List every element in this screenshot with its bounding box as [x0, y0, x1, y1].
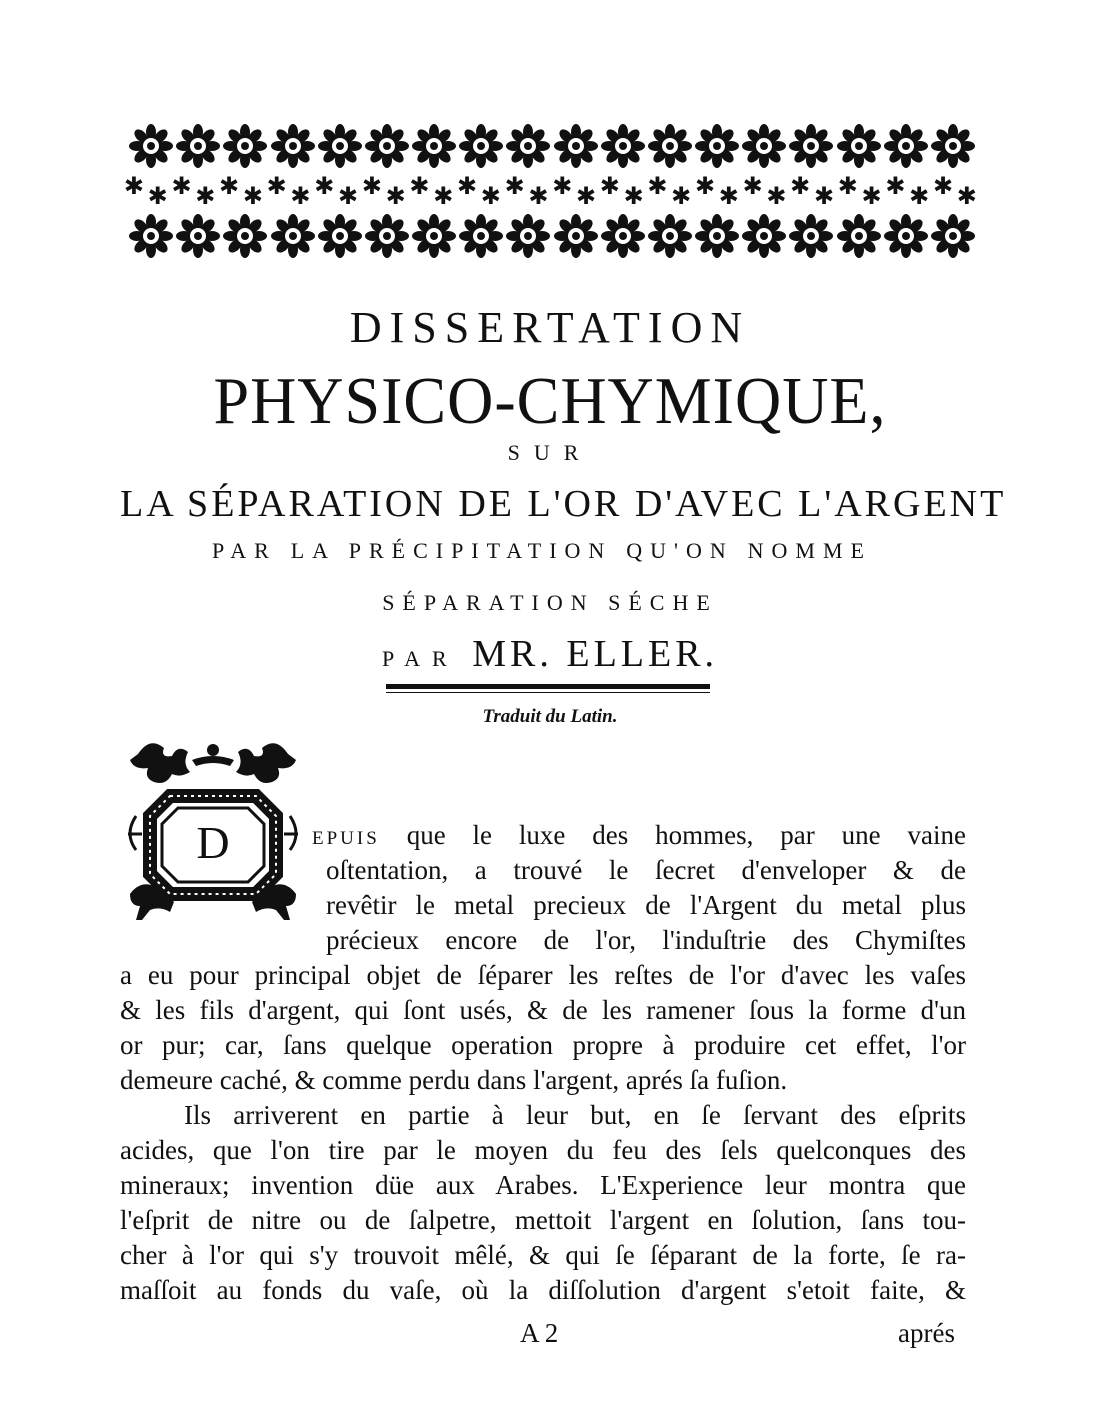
rosette-icon — [175, 213, 221, 259]
rosette-icon — [883, 123, 929, 169]
author-prefix: PAR — [381, 646, 459, 671]
star-ornament-icon: ✱ — [385, 183, 406, 208]
star-ornament-icon: ✱ — [433, 183, 454, 208]
star-ornament-icon: ✱ — [790, 173, 811, 200]
rosette-icon — [741, 213, 787, 259]
para2-line-3: mineraux; invention düe aux Arabes. L'Experience leur montra que — [120, 1170, 966, 1200]
para1-line-5: a eu pour principal objet de ſéparer les reſtes de l'or d'avec les vaſes — [120, 960, 966, 990]
rosette-icon — [836, 123, 882, 169]
rosette-icon — [128, 123, 174, 169]
star-ornament-icon: ✱ — [219, 173, 240, 200]
rosette-icon — [553, 213, 599, 259]
para1-line-2: oſtentation, a trouvé le ſecret d'enveloper & de — [326, 855, 966, 885]
catchword: aprés — [898, 1318, 955, 1348]
star-ornament-icon: ✱ — [956, 183, 977, 208]
star-ornament-icon: ✱ — [147, 183, 168, 208]
star-ornament-icon: ✱ — [361, 173, 382, 200]
rosette-icon — [364, 123, 410, 169]
para1-line-1-text: que le luxe des hommes, par une vaine — [406, 820, 966, 850]
ornament-band-top — [128, 122, 976, 170]
para1-line-8: demeure caché, & comme perdu dans l'argent, aprés ſa fuſion. — [120, 1065, 788, 1095]
star-ornament-icon: ✱ — [528, 183, 549, 208]
rosette-icon — [647, 123, 693, 169]
para2-line-5: cher à l'or qui s'y trouvoit mêlé, & qui ſe ſéparant de la forte, ſe ra- — [120, 1240, 966, 1270]
star-ornament-icon: ✱ — [599, 173, 620, 200]
star-ornament-icon: ✱ — [766, 183, 787, 208]
star-ornament-icon: ✱ — [242, 183, 263, 208]
rosette-icon — [222, 123, 268, 169]
rosette-icon — [458, 123, 504, 169]
star-ornament-icon: ✱ — [195, 183, 216, 208]
drop-cap-continuation: EPUIS — [312, 828, 380, 849]
star-ornament-icon: ✱ — [861, 183, 882, 208]
rosette-icon — [270, 213, 316, 259]
star-ornament-icon: ✱ — [909, 183, 930, 208]
star-ornament-icon: ✱ — [290, 183, 311, 208]
rosette-icon — [600, 213, 646, 259]
rosette-icon — [364, 213, 410, 259]
para2-line-4: l'eſprit de nitre ou de ſalpetre, mettoit l'argent en ſolution, ſans tou- — [120, 1205, 966, 1235]
star-ornament-icon: ✱ — [266, 173, 287, 200]
para2-line-6: maſſoit au fonds du vaſe, où la diſſolution d'argent s'etoit faite, & — [120, 1275, 966, 1305]
title-author — [0, 632, 1100, 676]
rosette-icon — [128, 213, 174, 259]
star-ornament-icon: ✱ — [837, 173, 858, 200]
rosette-icon — [788, 123, 834, 169]
rosette-icon — [411, 123, 457, 169]
rosette-icon — [694, 123, 740, 169]
rosette-icon — [930, 123, 976, 169]
para1-line-4: précieux encore de l'or, l'induſtrie des Chymiſtes — [326, 925, 966, 955]
para1-line-7: or pur; car, ſans quelque operation propre à produire cet effet, l'or — [120, 1030, 966, 1060]
star-ornament-icon: ✱ — [409, 173, 430, 200]
signature-mark: A 2 — [520, 1318, 559, 1348]
star-ornament-icon: ✱ — [813, 183, 835, 208]
rosette-icon — [270, 123, 316, 169]
rosette-icon — [788, 213, 834, 259]
divider-rule-thin — [386, 692, 710, 693]
title-separation-seche: SÉPARATION SÉCHE — [382, 590, 718, 615]
rosette-icon — [175, 123, 221, 169]
title-sur: SUR — [507, 440, 593, 465]
star-ornament-icon: ✱ — [742, 173, 763, 200]
author-name: MR. ELLER. — [472, 633, 719, 675]
star-ornament-icon: ✱ — [171, 173, 192, 200]
rosette-icon — [930, 213, 976, 259]
title-physico-chymique: PHYSICO-CHYMIQUE, — [213, 363, 887, 438]
translation-note: Traduit du Latin. — [482, 706, 618, 727]
star-ornament-icon: ✱ — [932, 173, 954, 200]
divider-rule — [386, 684, 710, 689]
star-ornament-icon: ✱ — [457, 173, 478, 200]
para2-line-2: acides, que l'on tire par le moyen du feu des ſels quelconques des — [120, 1135, 966, 1165]
star-ornament-icon: ✱ — [623, 183, 644, 208]
star-ornament-icon: ✱ — [718, 183, 739, 208]
star-ornament-icon: ✱ — [314, 173, 335, 200]
title-precipitation: PAR LA PRÉCIPITATION QU'ON NOMME — [212, 538, 872, 563]
ornament-star-row — [122, 172, 982, 208]
rosette-icon — [317, 213, 363, 259]
para2-line-1: Ils arriverent en partie à leur but, en ſe ſervant des eſprits — [184, 1100, 966, 1130]
rosette-icon — [222, 213, 268, 259]
rosette-icon — [600, 123, 646, 169]
star-ornament-icon: ✱ — [338, 183, 359, 208]
rosette-icon — [647, 213, 693, 259]
rosette-icon — [458, 213, 504, 259]
star-ornament-icon: ✱ — [694, 173, 716, 200]
rosette-icon — [317, 123, 363, 169]
drop-cap-letter: D — [196, 817, 230, 868]
rosette-icon — [505, 123, 551, 169]
star-ornament-icon: ✱ — [123, 173, 144, 200]
rosette-icon — [505, 213, 551, 259]
star-ornament-icon: ✱ — [552, 173, 573, 200]
rosette-icon — [553, 123, 599, 169]
title-dissertation: DISSERTATION — [349, 303, 751, 352]
rosette-icon — [883, 213, 929, 259]
title-separation-or-argent: LA SÉPARATION DE L'OR D'AVEC L'ARGENT — [120, 483, 1007, 525]
para1-line-3: revêtir le metal precieux de l'Argent du metal plus — [326, 890, 966, 920]
decorated-initial-icon — [120, 734, 306, 924]
star-ornament-icon: ✱ — [504, 173, 525, 200]
star-ornament-icon: ✱ — [647, 173, 668, 200]
star-ornament-icon: ✱ — [885, 173, 906, 200]
rosette-icon — [741, 123, 787, 169]
star-ornament-icon: ✱ — [575, 183, 597, 208]
para1-line-6: & les fils d'argent, qui ſont usés, & de les ramener ſous la forme d'un — [120, 995, 966, 1025]
star-ornament-icon: ✱ — [480, 183, 501, 208]
ornament-band-bottom — [128, 212, 976, 260]
star-ornament-icon: ✱ — [671, 183, 692, 208]
para1-line-1 — [312, 820, 966, 851]
rosette-icon — [694, 213, 740, 259]
rosette-icon — [836, 213, 882, 259]
rosette-icon — [411, 213, 457, 259]
